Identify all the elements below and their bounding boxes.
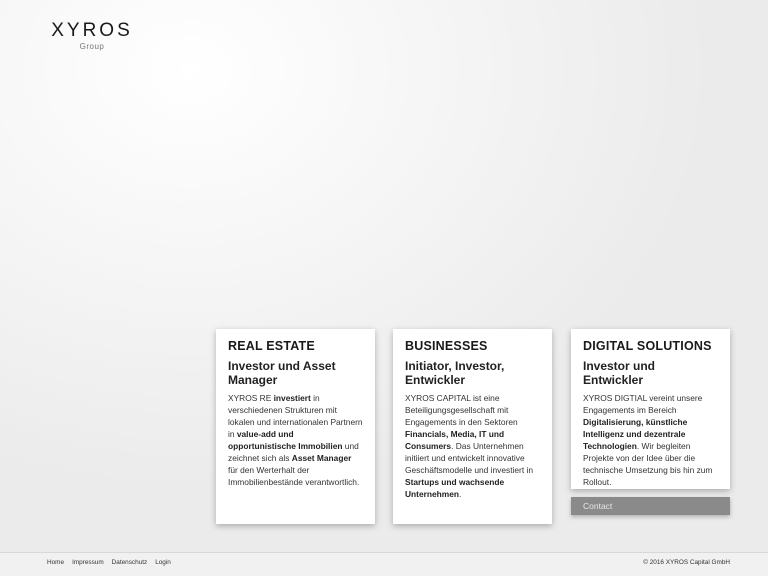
footer-links — [47, 559, 171, 566]
body-text: XYROS DIGTIAL vereint unsere Engagements im Bereich — [583, 393, 703, 415]
body-text: . Wir begleiten Projekte von der Idee über die technische Umsetzung bis hin zum Rollout. — [583, 441, 713, 487]
copyright-text: © 2016 XYROS Capital GmbH — [643, 559, 730, 566]
logo-wordmark: XYROS — [51, 20, 133, 41]
footer-link-login[interactable]: Login — [155, 559, 171, 566]
card-description — [583, 392, 718, 488]
card-subtitle: Investor und Asset Manager — [228, 359, 336, 387]
card-title: BUSINESSES — [405, 339, 488, 353]
card-subtitle: Initiator, Investor, Entwickler — [405, 359, 505, 387]
card-title: REAL ESTATE — [228, 339, 315, 353]
card-description — [228, 392, 363, 488]
card-real-estate — [216, 329, 375, 524]
card-businesses — [393, 329, 552, 524]
emphasized-text: value-add und opportunistische Immobilien — [228, 429, 343, 451]
footer-link-home[interactable]: Home — [47, 559, 65, 566]
body-text: für den Werterhalt der Immobilienbestände verantwortlich. — [228, 465, 360, 487]
emphasized-text: Asset Manager — [291, 453, 352, 463]
card-subtitle: Investor und Entwickler — [583, 359, 656, 387]
emphasized-text: Startups und wachsende Unternehmen — [405, 477, 505, 499]
body-text: XYROS CAPITAL ist eine Beteiligungsgesellschaft mit Engagements in den Sektoren — [405, 393, 518, 427]
footer-link-impressum[interactable]: Impressum — [72, 559, 104, 566]
body-text: XYROS RE — [228, 393, 274, 403]
emphasized-text: Financials, Media, IT und Consumers — [405, 429, 505, 451]
body-text: und zeichnet sich als — [228, 441, 359, 463]
contact-button[interactable]: Contact — [571, 497, 730, 515]
card-title: DIGITAL SOLUTIONS — [583, 339, 712, 353]
body-text: . — [458, 489, 462, 499]
body-text: . Das Unternehmen initiiert und entwickelt innovative Geschäftsmodelle und investiert in — [405, 441, 534, 475]
logo-subtitle: Group — [79, 42, 105, 51]
footer — [0, 552, 768, 576]
card-description — [405, 392, 540, 500]
logo[interactable] — [42, 20, 142, 51]
emphasized-text: Digitalisierung, künstliche Intelligenz und dezentrale Technologien — [583, 417, 688, 451]
body-text: in verschiedenen Strukturen mit lokalen und internationalen Partnern in — [228, 393, 363, 439]
emphasized-text: investiert — [273, 393, 311, 403]
footer-link-datenschutz[interactable]: Datenschutz — [111, 559, 148, 566]
card-digital-solutions — [571, 329, 730, 489]
